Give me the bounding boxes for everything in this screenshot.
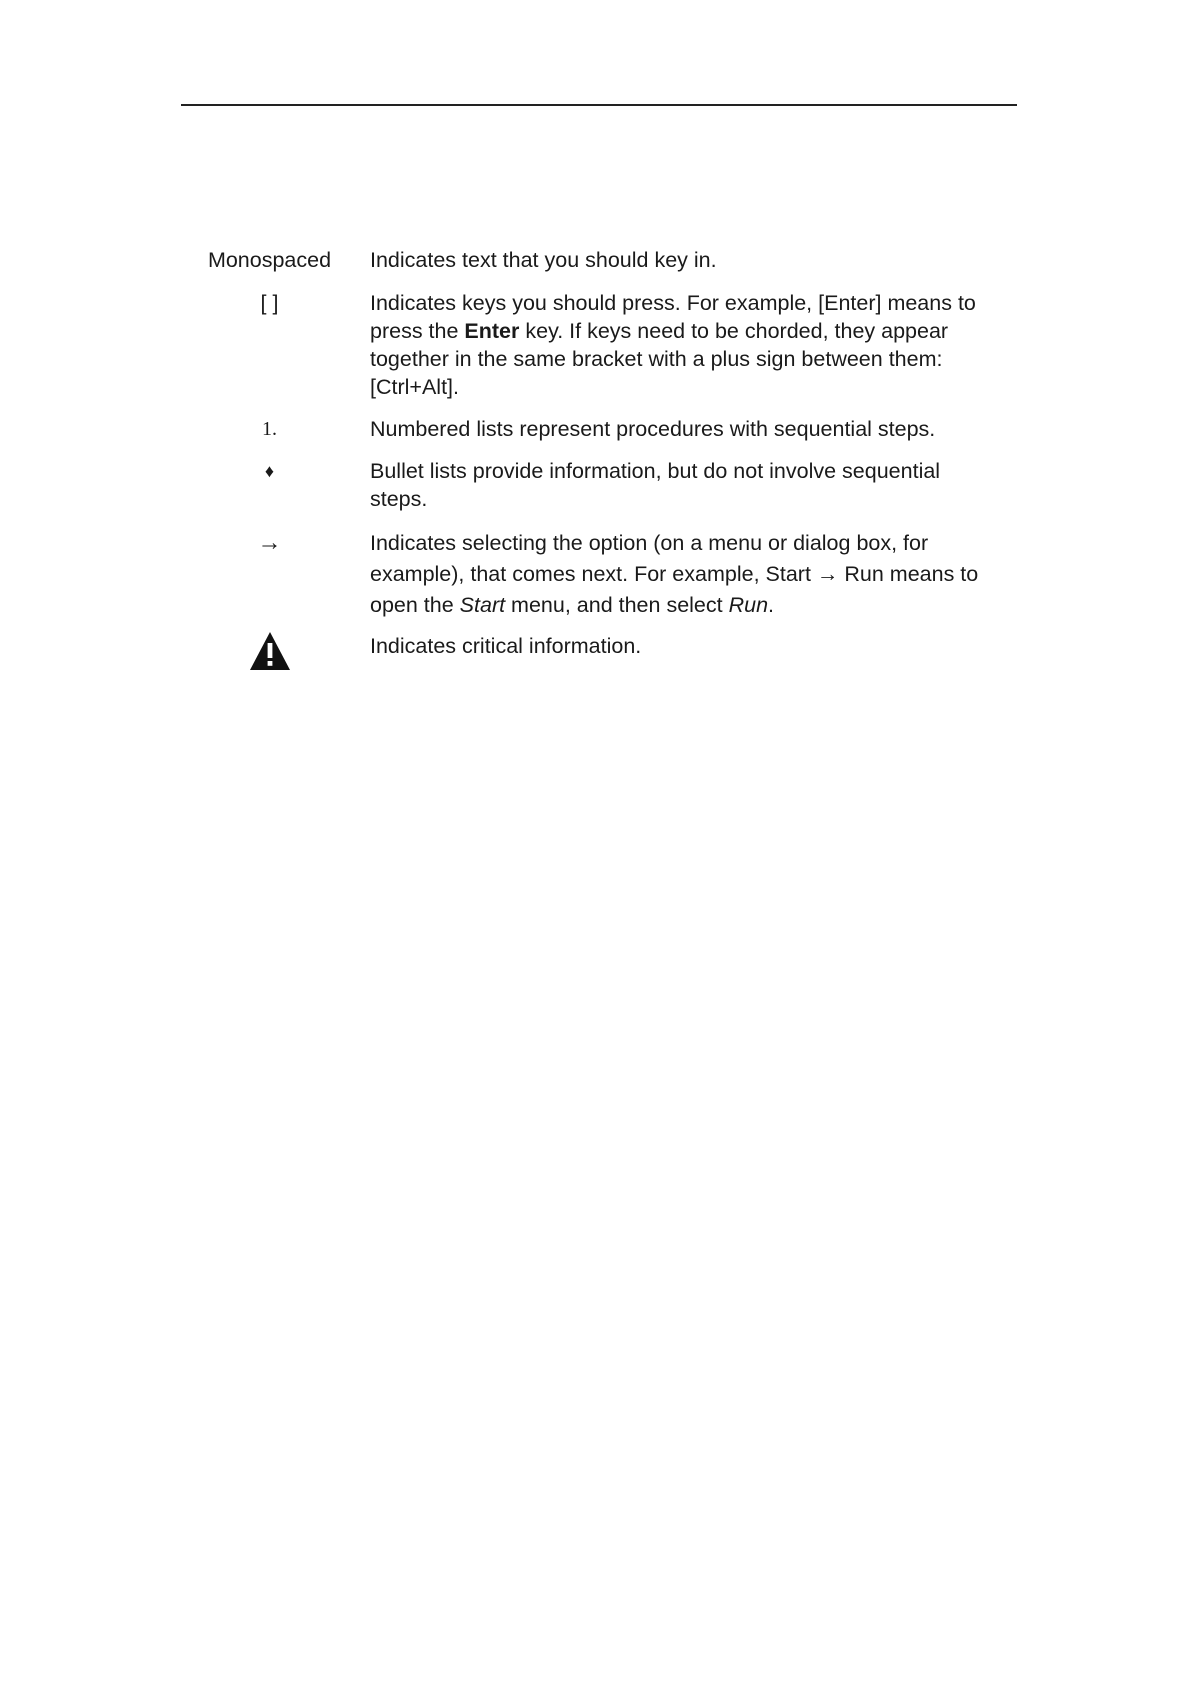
convention-row-monospaced [181,246,1017,289]
description-italic-start: Start [459,593,506,617]
convention-description: Bullet lists provide information, but do not involve sequential steps. [370,459,941,511]
convention-symbol: 1. [262,418,277,440]
conventions-table [181,246,1017,692]
convention-row-bullet [181,457,1017,528]
right-arrow-icon: → [257,530,282,556]
convention-symbol: Monospaced [207,248,332,272]
description-text: Indicates keys you should press. For example, [Enter] means to press the [370,291,976,343]
header-rule [181,104,1017,106]
warning-triangle-icon [249,630,291,672]
convention-description: Indicates text that you should key in. [370,248,717,272]
description-text: . [768,593,775,617]
convention-symbol: [ ] [260,291,279,315]
convention-row-numbered [181,415,1017,457]
description-italic-run: Run [728,593,769,617]
description-text: Indicates selecting the option (on a menu or dialog box, for example), that comes next. For example, Start [370,531,929,586]
convention-symbol [181,632,370,679]
convention-description: Indicates critical information. [370,634,642,658]
convention-description [370,528,1017,621]
description-text: Run means to open the [370,562,979,617]
description-text: key. If keys need to be chorded, they appear together in the same bracket with a plus sign between them: [Ctrl+Alt]. [370,319,949,399]
convention-description [370,289,1017,401]
description-text: menu, and then select [505,593,729,617]
convention-row-brackets [181,289,1017,415]
convention-row-arrow [181,528,1017,632]
convention-row-warning [181,632,1017,692]
diamond-bullet-icon: ♦ [264,461,275,481]
description-bold-key: Enter [464,319,520,343]
inline-arrow-icon: → [816,562,839,586]
convention-description: Numbered lists represent procedures with sequential steps. [370,417,936,441]
